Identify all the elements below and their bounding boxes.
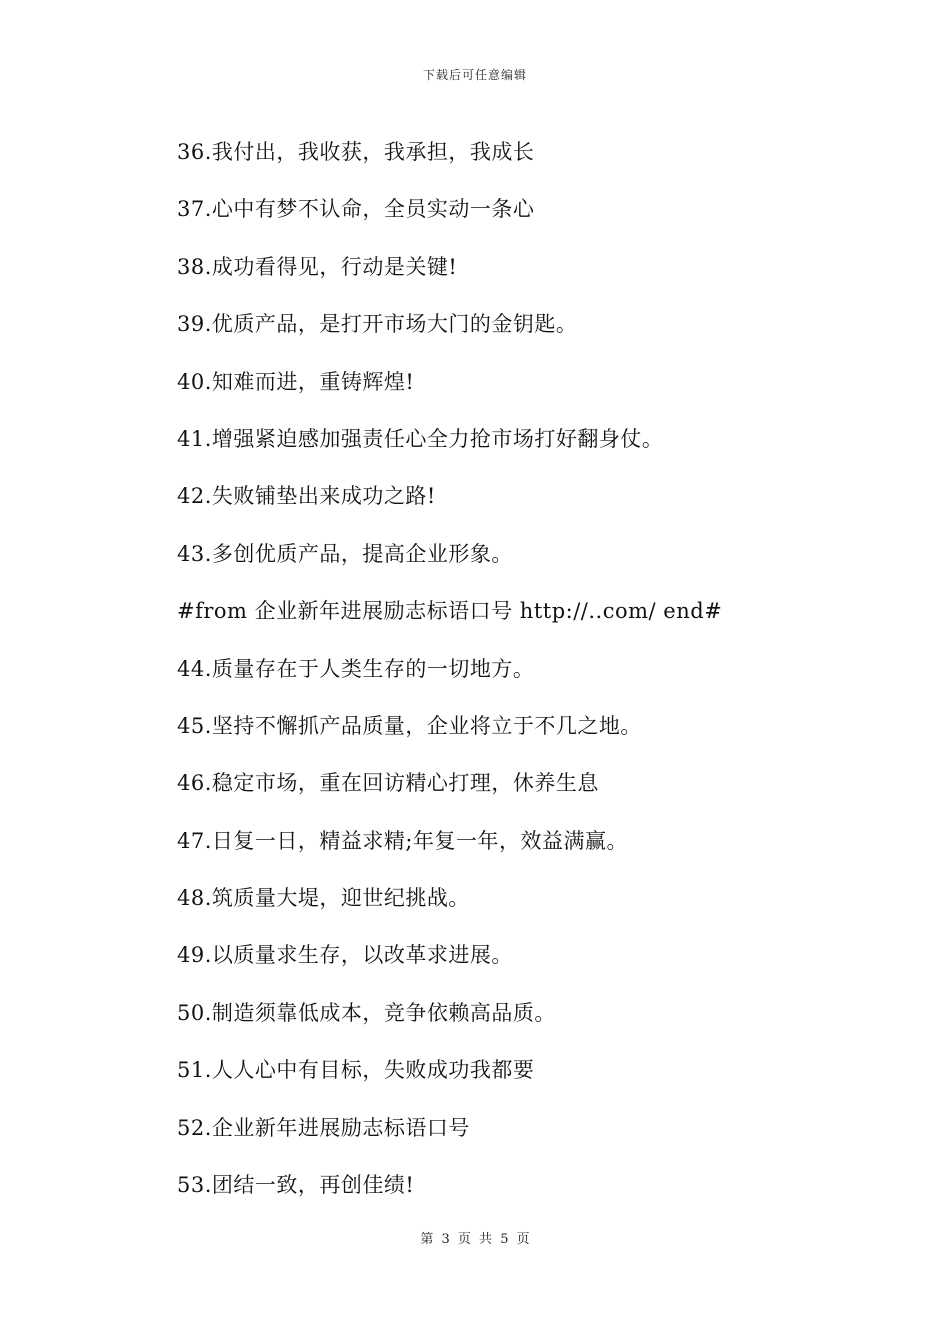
list-item: #from 企业新年进展励志标语口号 http://..com/ end# [177, 599, 723, 624]
list-item: 45.坚持不懈抓产品质量，企业将立于不几之地。 [177, 713, 642, 738]
list-item: 44.质量存在于人类生存的一切地方。 [177, 656, 535, 681]
list-item: 50.制造须靠低成本，竞争依赖高品质。 [177, 1000, 556, 1025]
list-item: 38.成功看得见，行动是关键! [177, 254, 458, 279]
list-item: 42.失败铺垫出来成功之路! [177, 484, 436, 509]
list-item: 37.心中有梦不认命，全员实动一条心 [177, 197, 535, 222]
list-item: 39.优质产品，是打开市场大门的金钥匙。 [177, 312, 578, 337]
list-item: 41.增强紧迫感加强责任心全力抢市场打好翻身仗。 [177, 426, 664, 451]
list-item: 49.以质量求生存，以改革求进展。 [177, 943, 513, 968]
slogan-list [177, 134, 877, 1224]
page-number: 第 3 页 共 5 页 [420, 1232, 530, 1247]
list-item: 46.稳定市场，重在回访精心打理，休养生息 [177, 771, 599, 796]
list-item: 43.多创优质产品，提高企业形象。 [177, 541, 513, 566]
header-note: 下载后可任意编辑 [422, 68, 527, 82]
list-item: 53.团结一致，再创佳绩! [177, 1173, 415, 1198]
list-item: 52.企业新年进展励志标语口号 [177, 1115, 470, 1140]
list-item: 36.我付出，我收获，我承担，我成长 [177, 140, 535, 164]
list-item: 48.筑质量大堤，迎世纪挑战。 [177, 886, 470, 911]
list-item: 47.日复一日，精益求精;年复一年，效益满赢。 [177, 828, 628, 853]
list-item: 51.人人心中有目标，失败成功我都要 [177, 1058, 535, 1083]
list-item: 40.知难而进，重铸辉煌! [177, 369, 415, 394]
